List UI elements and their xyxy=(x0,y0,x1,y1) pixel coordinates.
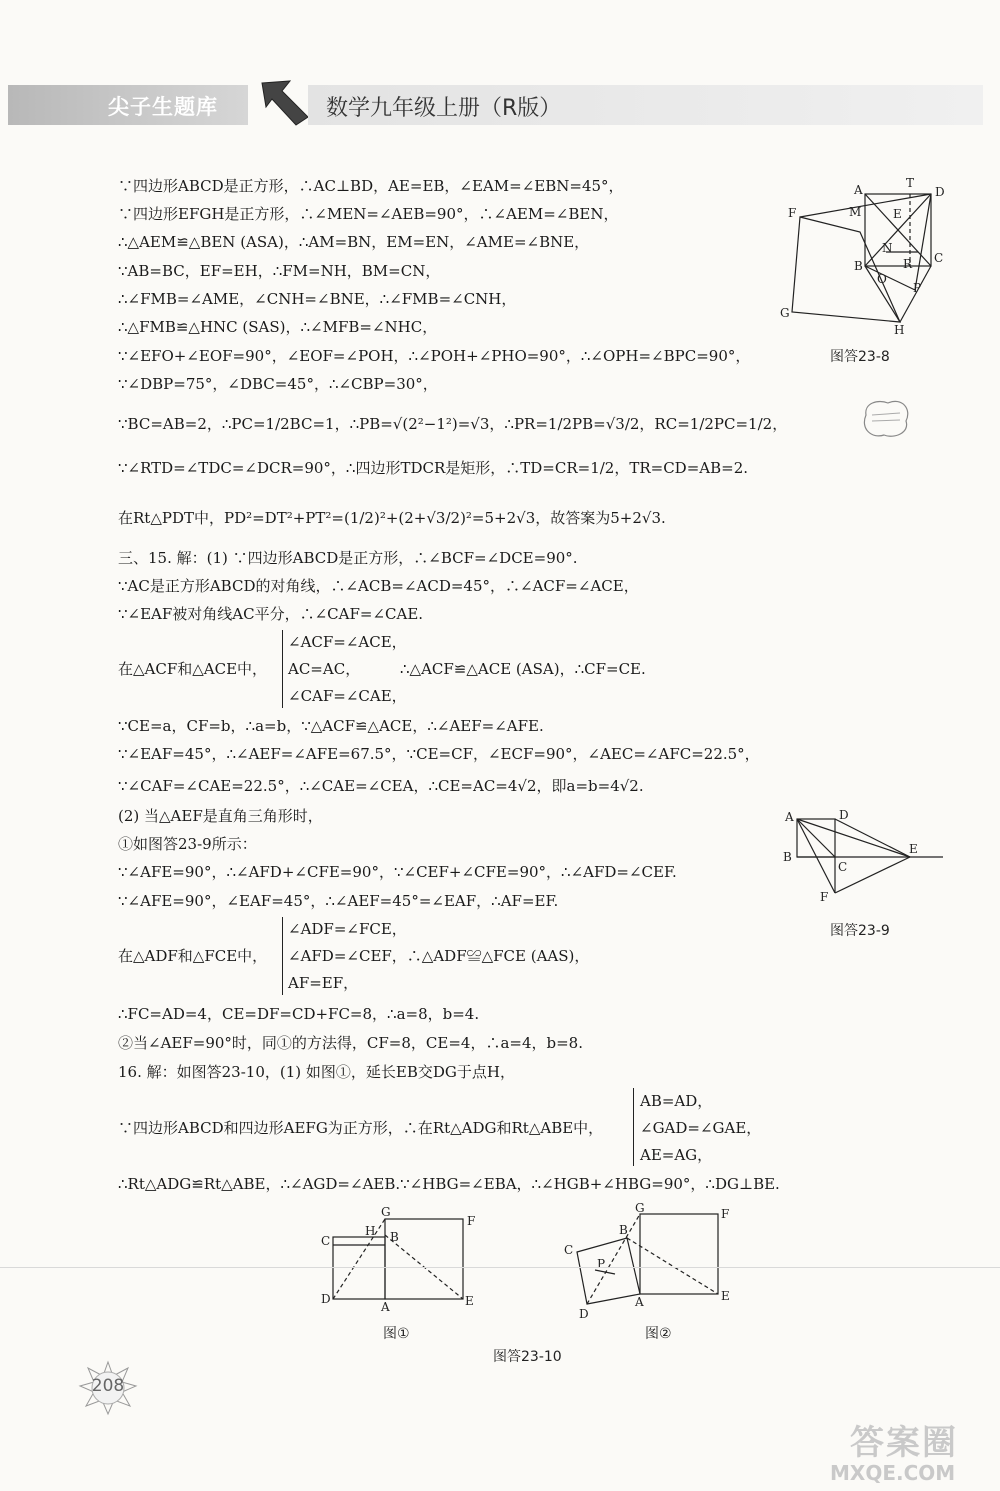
text-line: ∵AB=BC，EF=EH，∴FM=NH，BM=CN， xyxy=(118,262,441,280)
text-line: ∵四边形ABCD是正方形，∴AC⊥BD，AE=EB，∠EAM=∠EBN=45°， xyxy=(118,177,624,195)
text-line: 在△ADF和△FCE中， xyxy=(118,947,268,965)
fig8-label: C xyxy=(934,251,944,265)
fig10b-label: P xyxy=(597,1257,606,1271)
fig10a-label: C xyxy=(321,1234,331,1248)
fig10b-label: E xyxy=(721,1289,730,1303)
fig10a-label: D xyxy=(321,1292,331,1306)
text-line: ∴△AEM≌△BEN (ASA)，∴AM=BN，EM=EN，∠AME=∠BNE， xyxy=(118,233,590,251)
fig8-label: G xyxy=(780,306,790,320)
fig9-label: C xyxy=(838,860,848,874)
fig8-label: F xyxy=(788,206,797,220)
equation-brace xyxy=(282,917,283,995)
fig8-label: O xyxy=(877,272,887,286)
text-line: ∵∠EAF=45°，∴∠AEF=∠AFE=67.5°，∵CE=CF，∠ECF=90°，∠AEC=∠AFC=22.5°， xyxy=(118,745,760,763)
text-line: ∠AFD=∠CEF，∴△ADF≌△FCE (AAS)， xyxy=(288,947,590,965)
header-title-panel xyxy=(308,85,983,125)
fig8-label: T xyxy=(906,176,915,190)
fig10b-label: G xyxy=(635,1201,645,1215)
fig10b-label: B xyxy=(619,1223,628,1237)
page-number-badge xyxy=(78,1360,138,1416)
text-line: 16. 解：如图答23-10，(1) 如图①，延长EB交DG于点H， xyxy=(118,1063,515,1081)
fig10a-label: E xyxy=(465,1294,474,1308)
fig8-label: M xyxy=(849,205,862,219)
fig10a-label: F xyxy=(467,1214,476,1228)
text-line: ∴△FMB≌△HNC (SAS)，∴∠MFB=∠NHC， xyxy=(118,318,438,336)
text-line: ∵∠EFO+∠EOF=90°，∠EOF=∠POH，∴∠POH+∠PHO=90°，∴∠OPH=∠BPC=90°， xyxy=(118,347,751,365)
text-line: (2) 当△AEF是直角三角形时， xyxy=(118,807,323,825)
fig8-label: B xyxy=(854,259,863,273)
figure-subcaption: 图② xyxy=(645,1326,672,1342)
fig10b-label: D xyxy=(579,1307,589,1320)
text-line: AC=AC， xyxy=(288,660,361,678)
fig9-label: F xyxy=(820,890,829,904)
fig8-label: R xyxy=(903,257,913,271)
fig8-label: D xyxy=(935,185,945,199)
text-line: ∠ADF=∠FCE， xyxy=(288,920,407,938)
text-line: ∴∠FMB=∠AME，∠CNH=∠BNE，∴∠FMB=∠CNH， xyxy=(118,290,517,308)
fig9-label: A xyxy=(785,810,794,824)
fig10b-label: A xyxy=(635,1295,644,1309)
text-line: AF=EF， xyxy=(288,974,359,992)
text-line: ∵BC=AB=2，∴PC=1/2BC=1，∴PB=√(2²−1²)=√3，∴PR=1/2PB=√3/2，RC=1/2PC=1/2， xyxy=(118,415,788,433)
text-line: ∵∠RTD=∠TDC=∠DCR=90°，∴四边形TDCR是矩形，∴TD=CR=1/2，TR=CD=AB=2. xyxy=(118,459,749,477)
arrow-icon xyxy=(256,77,312,127)
figure-23-10-part1 xyxy=(315,1205,480,1315)
fig9-label: B xyxy=(783,850,792,864)
text-line: ∵∠EAF被对角线AC平分，∴∠CAF=∠CAE. xyxy=(118,605,424,623)
fig10b-label: F xyxy=(721,1207,730,1221)
page-header xyxy=(8,85,983,125)
text-line: ∵AC是正方形ABCD的对角线，∴∠ACB=∠ACD=45°，∴∠ACF=∠ACE， xyxy=(118,577,639,595)
text-line: ∵∠DBP=75°，∠DBC=45°，∴∠CBP=30°， xyxy=(118,375,438,393)
fig9-label: E xyxy=(909,842,918,856)
text-line: ∠CAF=∠CAE， xyxy=(288,687,407,705)
brand-title: 尖子生题库 xyxy=(108,95,218,119)
text-line: 在Rt△PDT中，PD²=DT²+PT²=(1/2)²+(2+√3/2)²=5+2√3，故答案为5+2√3. xyxy=(118,509,666,527)
fig10a-label: H xyxy=(365,1224,376,1238)
page-divider xyxy=(0,1267,1000,1268)
equation-brace xyxy=(282,630,283,708)
text-line: ∴Rt△ADG≌Rt△ABE，∴∠AGD=∠AEB.∵∠HBG=∠EBA，∴∠HGB+∠HBG=90°，∴DG⊥BE. xyxy=(118,1175,780,1193)
fig8-label: E xyxy=(893,207,902,221)
seal-stamp xyxy=(858,395,914,441)
text-line: ∵∠CAF=∠CAE=22.5°，∴∠CAE=∠CEA，∴CE=AC=4√2，即a=b=4√2. xyxy=(118,777,644,795)
text-line: ∵CE=a，CF=b，∴a=b，∵△ACF≌△ACE，∴∠AEF=∠AFE. xyxy=(118,717,544,735)
text-line: 在△ACF和△ACE中， xyxy=(118,660,268,678)
equation-brace xyxy=(633,1088,634,1166)
text-line: ∠GAD=∠GAE， xyxy=(640,1119,762,1137)
fig10a-label: B xyxy=(390,1230,399,1244)
watermark xyxy=(830,1415,990,1485)
text-line: ∴△ACF≌△ACE (ASA)，∴CF=CE. xyxy=(400,660,646,678)
text-line: ①如图答23-9所示： xyxy=(118,835,257,853)
figure-caption: 图答23-10 xyxy=(493,1349,562,1365)
fig8-label: A xyxy=(854,183,863,197)
page-number: 208 xyxy=(91,1376,125,1396)
text-line: AE=AG， xyxy=(640,1146,713,1164)
text-line: ∠ACF=∠ACE， xyxy=(288,633,407,651)
fig8-label: H xyxy=(894,323,905,337)
figure-23-9 xyxy=(775,805,945,910)
fig9-label: D xyxy=(839,808,849,822)
figure-caption: 图答23-8 xyxy=(830,349,890,365)
header-brand-panel xyxy=(8,85,248,125)
fig10a-label: A xyxy=(381,1300,390,1314)
fig10a-label: G xyxy=(381,1205,391,1219)
watermark-logo: 答案圈 xyxy=(850,1423,958,1463)
text-line: 三、15. 解：(1) ∵四边形ABCD是正方形，∴∠BCF=∠DCE=90°. xyxy=(118,549,578,567)
watermark-url: MXQE.COM xyxy=(830,1461,956,1485)
text-line: ∴FC=AD=4，CE=DF=CD+FC=8，∴a=8，b=4. xyxy=(118,1005,480,1023)
figure-caption: 图答23-9 xyxy=(830,923,890,939)
figure-subcaption: 图① xyxy=(383,1326,410,1342)
text-line: AB=AD， xyxy=(640,1092,713,1110)
book-title: 数学九年级上册（R版） xyxy=(326,96,562,121)
text-line: ②当∠AEF=90°时，同①的方法得，CF=8，CE=4，∴a=4，b=8. xyxy=(118,1034,583,1052)
fig8-label: P xyxy=(913,281,922,295)
fig10b-label: C xyxy=(564,1243,574,1257)
figure-23-8 xyxy=(770,172,960,347)
text-line: ∵∠AFE=90°，∠EAF=45°，∴∠AEF=45°=∠EAF，∴AF=EF. xyxy=(118,892,559,910)
text-line: ∵∠AFE=90°，∴∠AFD+∠CFE=90°，∵∠CEF+∠CFE=90°，∴∠AFD=∠CEF. xyxy=(118,863,677,881)
text-line: ∵四边形ABCD和四边形AEFG为正方形，∴在Rt△ADG和Rt△ABE中， xyxy=(118,1119,604,1137)
figure-23-10-part2 xyxy=(555,1200,735,1320)
text-line: ∵四边形EFGH是正方形，∴∠MEN=∠AEB=90°，∴∠AEM=∠BEN， xyxy=(118,205,619,223)
fig8-label: N xyxy=(882,241,893,255)
